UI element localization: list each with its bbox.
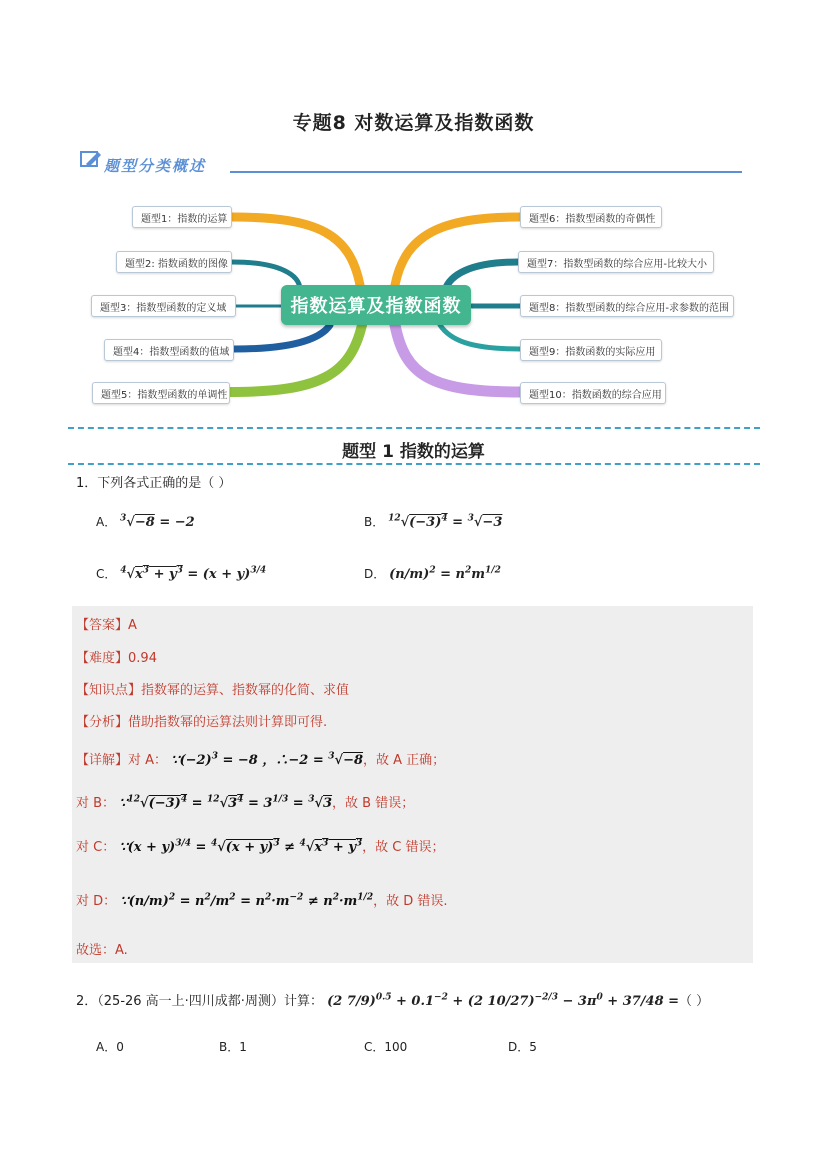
detail-c-line <box>76 836 445 855</box>
analysis-label: 【分析】 <box>76 715 129 730</box>
question-2-option-d[interactable]: D．5 <box>508 1040 537 1054</box>
question-1-option-c[interactable] <box>96 565 266 582</box>
mindmap-topic-4: 题型4：指数型函数的值域 <box>104 339 234 361</box>
connector-1 <box>232 217 360 285</box>
question-2-stem <box>76 990 709 1009</box>
formula: $^3$√−8 = −2 <box>120 513 195 530</box>
section-divider-top <box>68 427 760 429</box>
connector-5 <box>230 325 362 392</box>
question-2-option-c[interactable]: C．100 <box>364 1040 408 1054</box>
difficulty-label: 【难度】 <box>76 651 129 666</box>
d-label: 对 D： <box>76 894 117 909</box>
detail-d-line <box>76 890 448 909</box>
answer-line <box>76 614 137 633</box>
mindmap-topic-5: 题型5：指数型函数的单调性 <box>92 382 230 404</box>
question-2-text: 2．（25-26 高一上·四川成都·周测）计算： <box>76 994 323 1009</box>
answer-panel <box>72 606 753 963</box>
detail-label: 【详解】对 A： <box>76 753 168 768</box>
difficulty-value: 0.94 <box>128 651 157 666</box>
question-1-stem: 1．下列各式正确的是（ ） <box>76 476 232 491</box>
formula: $\because^{12}√(-3)^4 = ^{12}√3^4 = 3^{1/3} = ^3√3$ <box>119 794 333 811</box>
mindmap-topic-3: 题型3：指数型函数的定义域 <box>91 295 236 317</box>
b-tail: ，故 B 错误； <box>332 796 415 811</box>
c-tail: ，故 C 错误； <box>362 840 445 855</box>
formula: $\because(-2)^3 = -8$ ，∴−2 = $^3$√−8 <box>171 751 364 768</box>
document-title: 专题8 对数运算及指数函数 <box>292 112 535 134</box>
formula: ∵(x + $y)^{3/4} = ^4√(x + y)^3 \ne ^4√x^3 + y^3$ <box>119 838 363 855</box>
formula: $^{12}√(-3)^4 = ^3√-3$ <box>388 513 503 530</box>
mindmap-center: 指数运算及指数函数 <box>281 285 471 325</box>
mindmap-topic-6: 题型6：指数型函数的奇偶性 <box>520 206 662 228</box>
mindmap-topic-1: 题型1：指数的运算 <box>132 206 232 228</box>
question-1-option-b[interactable] <box>364 513 502 530</box>
knowledge-line <box>76 679 349 698</box>
knowledge-label: 【知识点】 <box>76 683 142 698</box>
section-title: 题型 1 指数的运算 <box>342 442 485 462</box>
formula: $(n/m)^2 = n^2m^{1/2}$ <box>389 565 501 582</box>
difficulty-line <box>76 647 157 666</box>
question-1-option-d[interactable] <box>364 565 501 582</box>
analysis-value: 借助指数幂的运算法则计算即可得. <box>128 715 328 730</box>
option-letter: A． <box>96 515 117 529</box>
question-2-option-a[interactable]: A．0 <box>96 1040 124 1054</box>
option-letter: B． <box>364 515 385 529</box>
mindmap-topic-10: 题型10：指数函数的综合应用 <box>520 382 666 404</box>
question-1-option-a[interactable] <box>96 513 195 530</box>
answer-value: A <box>128 618 137 633</box>
knowledge-value: 指数幂的运算、指数幂的化简、求值 <box>141 683 350 698</box>
mindmap-topic-8: 题型8：指数型函数的综合应用-求参数的范围 <box>520 295 734 317</box>
option-letter: D． <box>364 567 386 581</box>
option-letter: C． <box>96 567 117 581</box>
mindmap-topic-7: 题型7：指数型函数的综合应用-比较大小 <box>518 251 714 273</box>
detail-b-line <box>76 792 414 811</box>
question-2-end: （ ） <box>679 994 710 1009</box>
connector-10 <box>395 325 520 392</box>
c-label: 对 C： <box>76 840 116 855</box>
connector-4 <box>234 325 330 349</box>
formula: (2 $7/9)^{0.5} + 0.1^{-2} + (2$ $10/27)^{-2/3} - 3\pi^0 + 37/48$ = <box>327 992 680 1009</box>
question-2-option-b[interactable]: B．1 <box>219 1040 247 1054</box>
connector-9 <box>440 325 520 349</box>
d-tail: ，故 D 错误. <box>373 894 448 909</box>
formula: $^4√x^3 + y^3 = (x + y)^{3/4}$ <box>120 565 267 582</box>
formula: $\because(n/m)^2 = n^2/m^2 = n^2\cdot m^{-2} \ne n^2\cdot m^{1/2}$ <box>120 892 374 909</box>
mindmap-topic-9: 题型9：指数函数的实际应用 <box>520 339 662 361</box>
conclusion-line: 故选：A. <box>76 943 128 958</box>
overview-label: 题型分类概述 <box>104 157 207 175</box>
b-label: 对 B： <box>76 796 116 811</box>
analysis-line <box>76 711 327 730</box>
mindmap-topic-2: 题型2: 指数函数的图像 <box>116 251 232 273</box>
detail-a-tail: ，故 A 正确； <box>363 753 446 768</box>
detail-a-line <box>76 749 445 768</box>
section-divider-bottom <box>68 463 760 465</box>
answer-label: 【答案】 <box>76 618 129 633</box>
